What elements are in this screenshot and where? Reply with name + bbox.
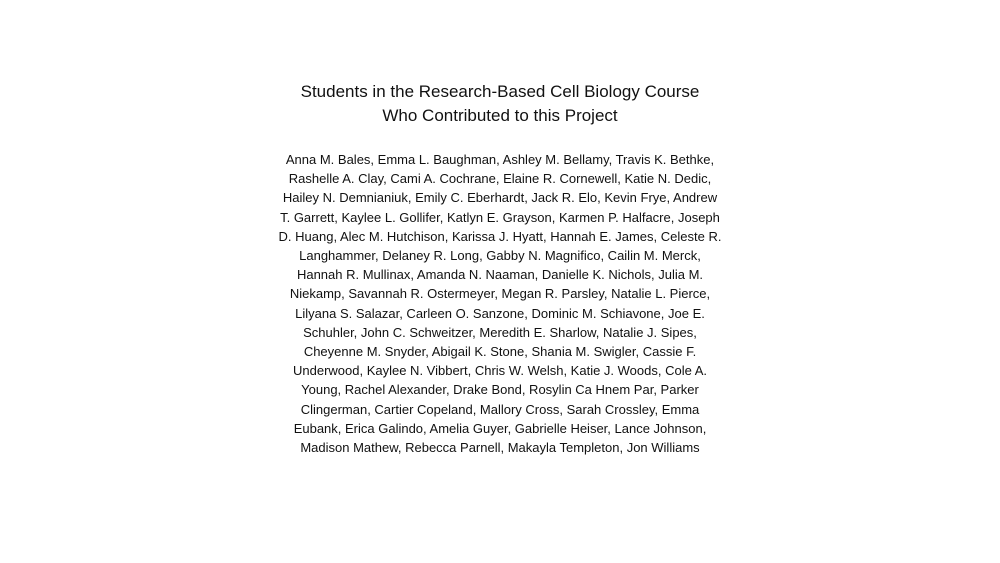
title-line: Students in the Research-Based Cell Biology Course [300, 82, 700, 101]
contributor-names [0, 150, 1000, 457]
names-line: Young, Rachel Alexander, Drake Bond, Rosylin Ca Hnem Par, Parker [301, 382, 699, 398]
names-line: Madison Mathew, Rebecca Parnell, Makayla Templeton, Jon Williams [300, 440, 700, 456]
names-line: Rashelle A. Clay, Cami A. Cochrane, Elaine R. Cornewell, Katie N. Dedic, [288, 171, 712, 187]
names-line: Cheyenne M. Snyder, Abigail K. Stone, Shania M. Swigler, Cassie F. [303, 344, 697, 360]
names-line: Hailey N. Demnianiuk, Emily C. Eberhardt, Jack R. Elo, Kevin Frye, Andrew [282, 190, 718, 206]
names-line: T. Garrett, Kaylee L. Gollifer, Katlyn E. Grayson, Karmen P. Halfacre, Joseph [280, 209, 720, 225]
names-line: Clingerman, Cartier Copeland, Mallory Cross, Sarah Crossley, Emma [300, 401, 700, 417]
names-line: Underwood, Kaylee N. Vibbert, Chris W. Welsh, Katie J. Woods, Cole A. [292, 363, 708, 379]
names-line: Lilyana S. Salazar, Carleen O. Sanzone, Dominic M. Schiavone, Joe E. [295, 305, 705, 321]
title-line: Who Contributed to this Project [382, 106, 618, 125]
slide-title [0, 80, 1000, 128]
names-line: Schuhler, John C. Schweitzer, Meredith E. Sharlow, Natalie J. Sipes, [303, 324, 697, 340]
names-line: Niekamp, Savannah R. Ostermeyer, Megan R. Parsley, Natalie L. Pierce, [289, 286, 711, 302]
names-line: Anna M. Bales, Emma L. Baughman, Ashley M. Bellamy, Travis K. Bethke, [285, 152, 715, 167]
names-line: D. Huang, Alec M. Hutchison, Karissa J. Hyatt, Hannah E. James, Celeste R. [278, 228, 722, 244]
names-line: Langhammer, Delaney R. Long, Gabby N. Magnifico, Cailin M. Merck, [299, 248, 701, 264]
names-line: Hannah R. Mullinax, Amanda N. Naaman, Danielle K. Nichols, Julia M. [296, 267, 704, 283]
names-line: Eubank, Erica Galindo, Amelia Guyer, Gabrielle Heiser, Lance Johnson, [293, 420, 707, 436]
